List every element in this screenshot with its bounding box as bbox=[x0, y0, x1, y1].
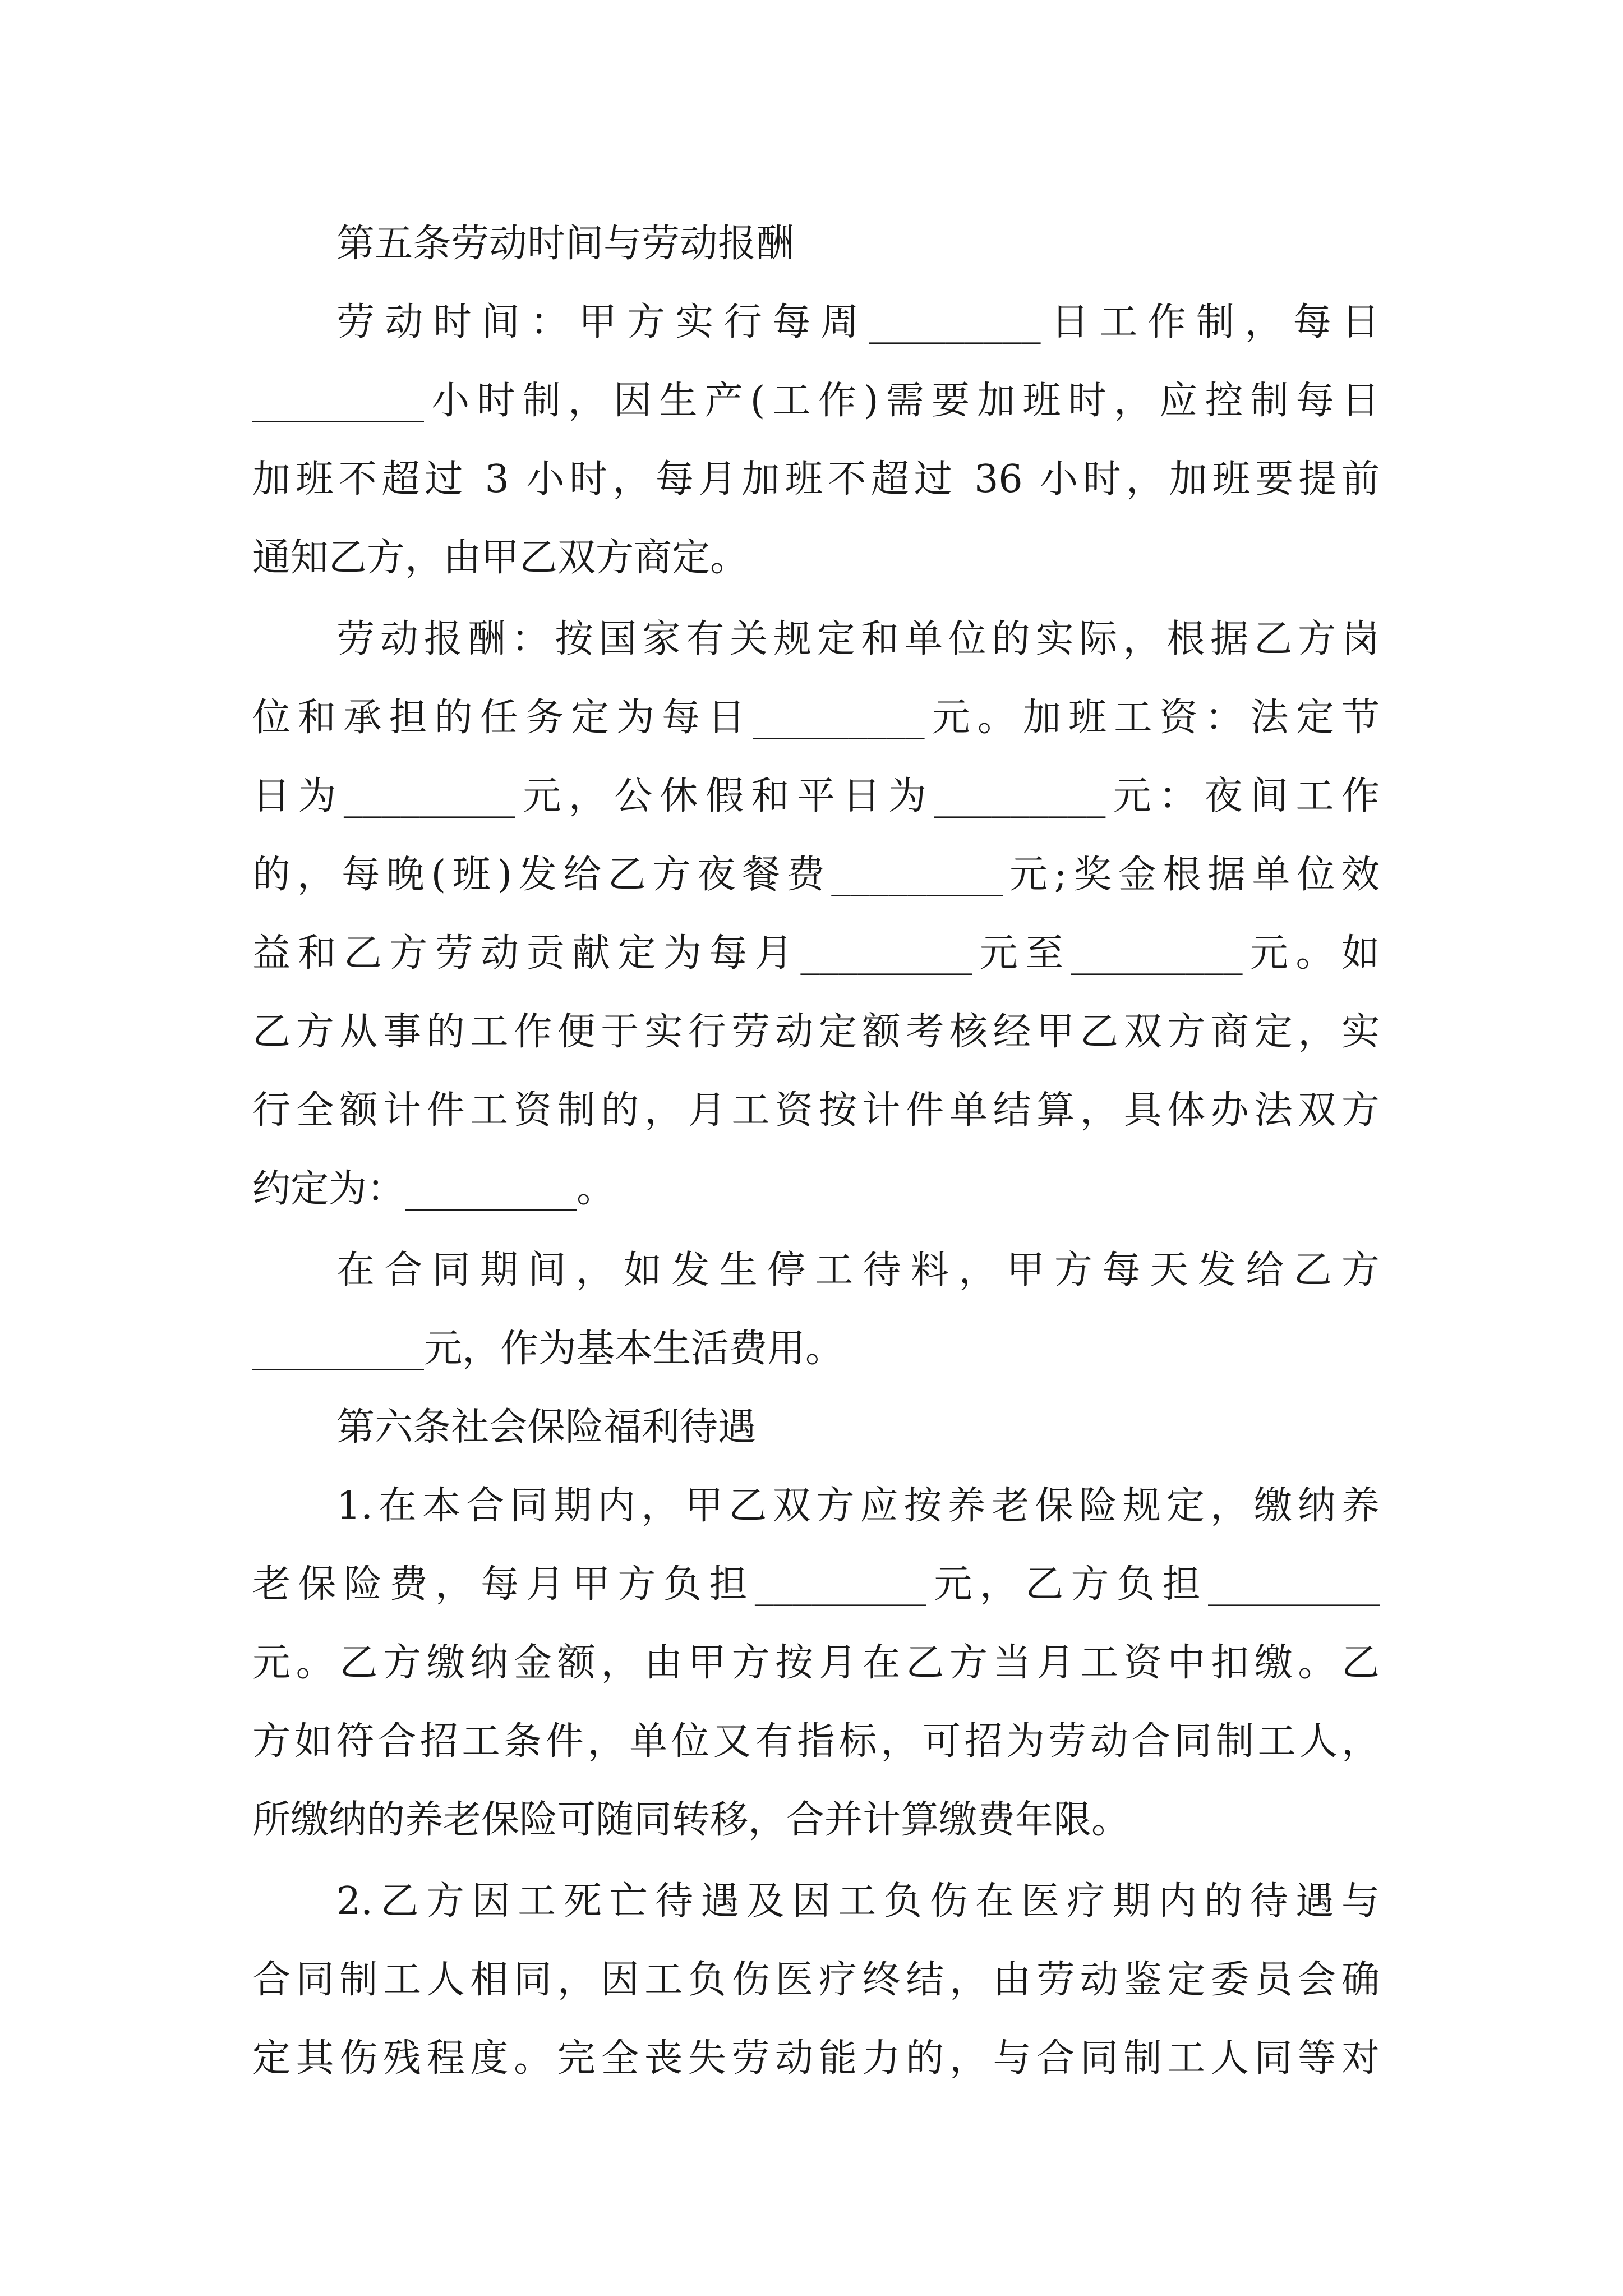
insurance-line-1: 1.在本合同期内，甲乙双方应按养老保险规定，缴纳养 bbox=[336, 1484, 1380, 1528]
insurance-line-2: 老保险费，每月甲方负担_________元，乙方负担_________ bbox=[252, 1562, 1380, 1607]
pay-line-5: 益和乙方劳动贡献定为每月_________元至_________元。如 bbox=[252, 931, 1380, 976]
pay-line-3: 日为_________元，公休假和平日为_________元：夜间工作 bbox=[252, 774, 1380, 818]
pay-line-8: 约定为：_________。 bbox=[252, 1167, 615, 1211]
injury-line-2: 合同制工人相同，因工负伤医疗终结，由劳动鉴定委员会确 bbox=[252, 1958, 1380, 2002]
pay-line-2: 位和承担的任务定为每日_________元。加班工资：法定节 bbox=[252, 696, 1380, 740]
pay-line-7: 行全额计件工资制的，月工资按计件单结算，具体办法双方 bbox=[252, 1088, 1380, 1133]
insurance-line-4: 方如符合招工条件，单位又有指标，可招为劳动合同制工人， bbox=[252, 1719, 1380, 1764]
work-hours-line-1: 劳动时间：甲方实行每周_________日工作制，每日 bbox=[336, 300, 1380, 344]
article-5-heading: 第五条劳动时间与劳动报酬 bbox=[336, 222, 795, 266]
article-6-heading: 第六条社会保险福利待遇 bbox=[336, 1405, 757, 1450]
insurance-line-5: 所缴纳的养老保险可随同转移，合并计算缴费年限。 bbox=[252, 1798, 1130, 1842]
injury-line-3: 定其伤残程度。完全丧失劳动能力的，与合同制工人同等对 bbox=[252, 2036, 1380, 2081]
pay-line-1: 劳动报酬：按国家有关规定和单位的实际，根据乙方岗 bbox=[336, 617, 1380, 661]
work-hours-line-3: 加班不超过 3 小时，每月加班不超过 36 小时，加班要提前 bbox=[252, 457, 1380, 501]
insurance-line-3: 元。乙方缴纳金额，由甲方按月在乙方当月工资中扣缴。乙 bbox=[252, 1641, 1380, 1685]
work-hours-line-2: _________小时制，因生产(工作)需要加班时，应控制每日 bbox=[252, 379, 1380, 423]
stoppage-line-1: 在合同期间，如发生停工待料，甲方每天发给乙方 bbox=[336, 1248, 1380, 1292]
work-hours-line-4: 通知乙方，由甲乙双方商定。 bbox=[252, 536, 749, 580]
pay-line-6: 乙方从事的工作便于实行劳动定额考核经甲乙双方商定，实 bbox=[252, 1010, 1380, 1054]
stoppage-line-2: _________元，作为基本生活费用。 bbox=[252, 1327, 844, 1371]
pay-line-4: 的，每晚(班)发给乙方夜餐费_________元;奖金根据单位效 bbox=[252, 853, 1380, 897]
injury-line-1: 2.乙方因工死亡待遇及因工负伤在医疗期内的待遇与 bbox=[336, 1879, 1380, 1924]
